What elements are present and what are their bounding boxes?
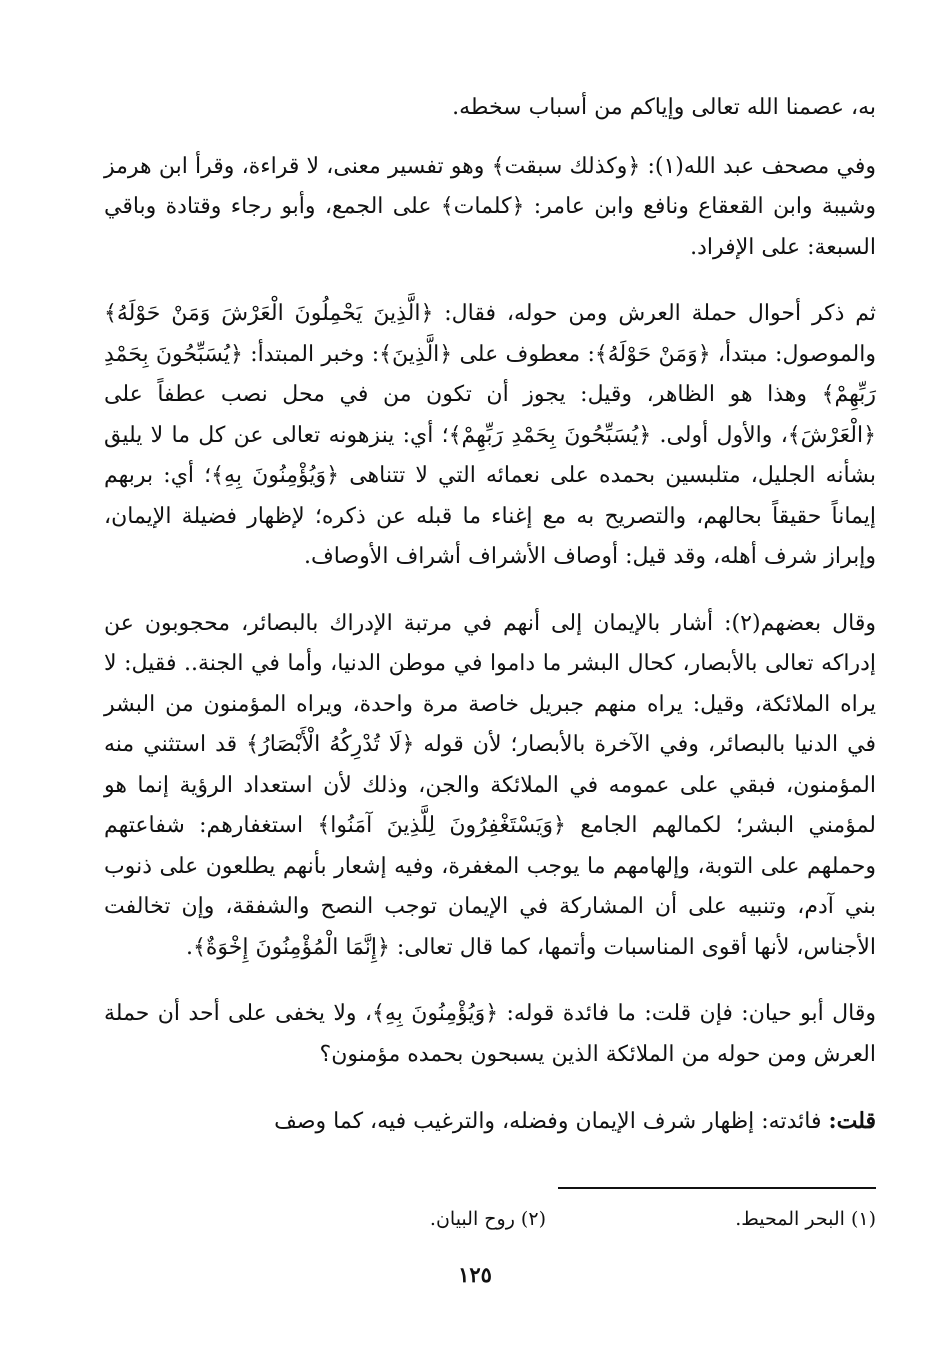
- answer-text: فائدته: إظهار شرف الإيمان وفضله، والترغيب فيه، كما وصف: [274, 1109, 829, 1134]
- footnote-1: (١) البحر المحيط.: [735, 1208, 876, 1230]
- answer-lead: قلت:: [828, 1108, 876, 1134]
- paragraph-mushaf-note: وفي مصحف عبد الله(١): ﴿وكذلك سبقت﴾ وهو تفسير معنى، لا قراءة، وقرأ ابن هرمز وشيبة وابن القعقاع ونافع وابن عامر: ﴿كلمات﴾ على الجمع، وأبو رجاء وقتادة وباقي السبعة: على الإفراد.: [104, 153, 876, 260]
- page-number: ١٢٥: [458, 1262, 492, 1287]
- footnote-2: (٢) روح البيان.: [429, 1208, 546, 1230]
- paragraph-abu-hayyan: وقال أبو حيان: فإن قلت: ما فائدة قوله: ﴿وَيُؤْمِنُونَ بِهِ﴾، ولا يخفى على أحد أن حملة العرش ومن حوله من الملائكة الذين يسبحون بحمده مؤمنون؟: [104, 1001, 876, 1067]
- footnote-divider: [558, 1187, 876, 1189]
- body-text: [104, 88, 876, 1169]
- paragraph-throne-bearers: ثم ذكر أحوال حملة العرش ومن حوله، فقال: ﴿الَّذِينَ يَحْمِلُونَ الْعَرْشَ وَمَنْ حَوْلَهُ﴾ والموصول: مبتدأ، ﴿وَمَنْ حَوْلَهُ﴾: معطوف على ﴿الَّذِينَ﴾: وخبر المبتدأ: ﴿يُسَبِّحُونَ بِحَمْدِ رَبِّهِمْ﴾ وهذا هو الظاهر، وقيل: يجوز أن تكون من في محل نصب عطفاً على ﴿الْعَرْشَ﴾، والأول أولى. ﴿يُسَبِّحُونَ بِحَمْدِ رَبِّهِمْ﴾؛ أي: ينزهونه تعالى عن كل ما لا يليق بشأنه الجليل، متلبسين بحمده على نعمائه التي لا تتناهى ﴿وَيُؤْمِنُونَ بِهِ﴾؛ أي: بربهم إيماناً حقيقاً بحالهم، والتصريح به مع إغناء ما قبله عن ذكره؛ لإظهار فضيلة الإيمان، وإبراز شرف أهله، وقد قيل: أوصاف الأشراف أشراف الأوصاف.: [104, 301, 876, 569]
- paragraph-continuation: به، عصمنا الله تعالى وإياكم من أسباب سخطه.: [452, 95, 876, 120]
- footnotes: [316, 1204, 876, 1234]
- paragraph-some-said: وقال بعضهم(٢): أشار بالإيمان إلى أنهم في مرتبة الإدراك بالبصائر، محجوبون عن إدراكه تعالى بالأبصار، كحال البشر ما داموا في موطن الدنيا، وأما في الجنة.. فقيل: لا يراه الملائكة، وقيل: يراه منهم جبريل خاصة مرة واحدة، ويراه المؤمنون من البشر في الدنيا بالبصائر، وفي الآخرة بالأبصار؛ لأن قوله ﴿لَا تُدْرِكُهُ الْأَبْصَارُ﴾ قد استثني منه المؤمنون، فبقي على عمومه في الملائكة والجن، وذلك لأن استعداد الرؤية إنما هو لمؤمني البشر؛ لكمالهم الجامع ﴿وَيَسْتَغْفِرُونَ لِلَّذِينَ آمَنُوا﴾ استغفارهم: شفاعتهم وحملهم على التوبة، وإلهامهم ما يوجب المغفرة، وفيه إشعار بأنهم يطلعون على ذنوب بني آدم، وتنبيه على أن المشاركة في الإيمان توجب النصح والشفقة، وإن تخالفت الأجناس، لأنها أقوى المناسبات وأتمها، كما قال تعالى: ﴿إِنَّمَا الْمُؤْمِنُونَ إِخْوَةٌ﴾.: [104, 610, 876, 960]
- paragraph-answer: [104, 1101, 876, 1143]
